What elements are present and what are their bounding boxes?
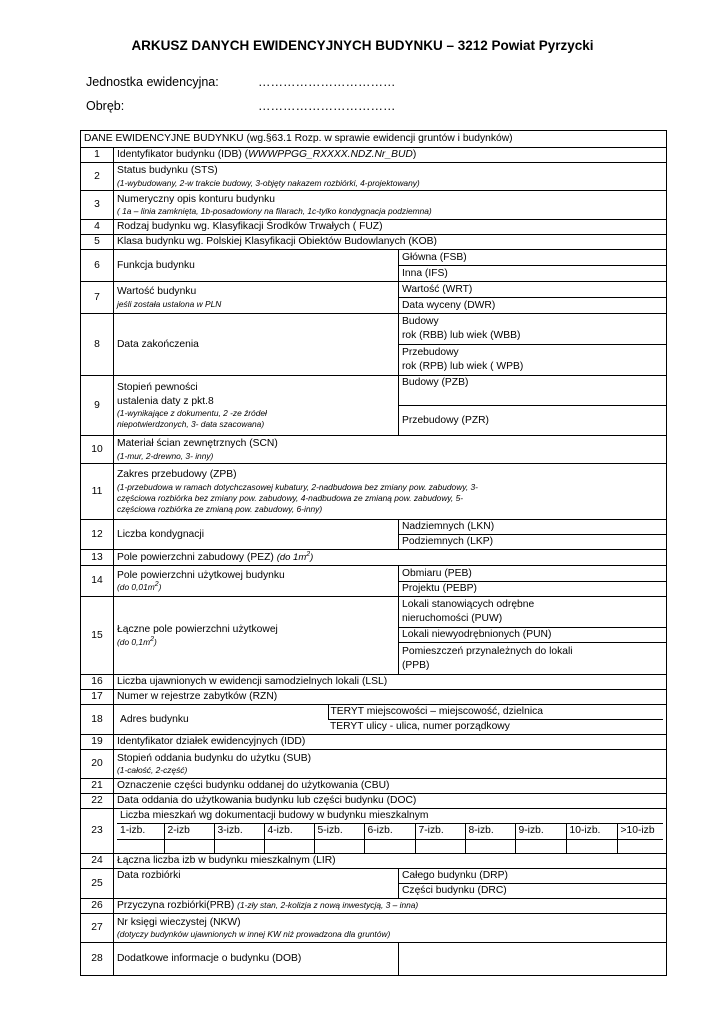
row-label: Numer w rejestrze zabytków (RZN) [114,690,667,705]
table-row [81,809,667,854]
unit-value[interactable]: …………………………… [258,75,396,89]
row-number: 21 [81,779,114,794]
row-number: 4 [81,220,114,235]
row-label: Data zakończenia [114,314,399,376]
table-row [81,314,667,345]
room-count-header: 3-izb. [214,824,264,839]
field-rbb-wbb[interactable]: Budowy rok (RBB) lub wiek (WBB) [399,314,667,345]
room-count-header: >10-izb [617,824,663,839]
room-count-value[interactable] [214,839,264,853]
row-number: 3 [81,191,114,220]
table-row [81,779,667,794]
room-count-header: 9-izb. [515,824,566,839]
row-label: Łączna liczba izb w budynku mieszkalnym (LIR) [114,854,667,869]
field-drp[interactable]: Całego budynku (DRP) [399,869,667,884]
table-row [81,854,667,869]
table-row [81,163,667,191]
row-label: Pole powierzchni zabudowy (PEZ) (do $1m^2$) [114,550,667,566]
row-label: Numeryczny opis konturu budynku ( 1a – linia zamknięta, 1b-posadowiony na filarach, 1c-tylko kondygnacja podziemna) [114,191,667,220]
row-number: 10 [81,436,114,464]
room-count-header: 1-izb. [117,824,164,839]
precinct-value[interactable]: …………………………… [258,99,396,113]
table-row [81,705,667,735]
row-label: Stopień oddania budynku do użytku (SUB) (1-całość, 2-część) [114,750,667,779]
field-pebp[interactable]: Projektu (PEBP) [399,582,667,597]
row-number: 14 [81,566,114,597]
row-label: Identyfikator budynku (IDB) (WWWPPGG_RXXXX.NDZ.Nr_BUD) [114,148,667,163]
row-label: Nr księgi wieczystej (NKW) (dotyczy budynków ujawnionych w innej KW niż prowadzona dla gruntów) [114,914,667,943]
row-label: Rodzaj budynku wg. Klasyfikacji Środków Trwałych ( FUZ) [114,220,667,235]
table-row [81,690,667,705]
field-dob[interactable] [399,943,667,976]
room-count-value[interactable] [164,839,214,853]
row-label: Klasa budynku wg. Polskiej Klasyfikacji Obiektów Budowlanych (KOB) [114,235,667,250]
building-data-table [80,130,667,976]
table-row [81,943,667,976]
row-label: Liczba ujawnionych w ewidencji samodzielnych lokali (LSL) [114,675,667,690]
row-number: 7 [81,282,114,314]
field-peb[interactable]: Obmiaru (PEB) [399,566,667,582]
table-row [81,597,667,628]
row-number: 23 [81,809,114,854]
room-count-header: 2-izb [164,824,214,839]
table-row [81,675,667,690]
row-label: Łączne pole powierzchni użytkowej (do $0,1m^2$) [114,597,399,675]
row-number: 11 [81,464,114,520]
room-count-header: 10-izb. [566,824,617,839]
row-number: 13 [81,550,114,566]
table-row [81,750,667,779]
table-row [81,148,667,163]
field-ppb[interactable]: Pomieszczeń przynależnych do lokali (PPB) [399,643,667,675]
row-number: 1 [81,148,114,163]
table-row [81,436,667,464]
field-lkp[interactable]: Podziemnych (LKP) [399,535,667,550]
field-drc[interactable]: Części budynku (DRC) [399,884,667,899]
row-number: 27 [81,914,114,943]
room-count-header: 6-izb. [364,824,415,839]
field-teryt-town[interactable]: TERYT miejscowości – miejscowość, dzielnica [328,705,663,720]
table-row [81,282,667,298]
row-number: 25 [81,869,114,899]
row-number: 8 [81,314,114,376]
room-count-header: 8-izb. [465,824,515,839]
table-row [81,191,667,220]
row-label: Oznaczenie części budynku oddanej do użytkowania (CBU) [114,779,667,794]
table-row [81,235,667,250]
address-cell [114,705,667,735]
table-row [81,550,667,566]
room-count-value[interactable] [264,839,314,853]
room-count-value[interactable] [314,839,364,853]
field-ifs[interactable]: Inna (IFS) [399,266,667,282]
row-number: 16 [81,675,114,690]
field-rpb-wpb[interactable]: Przebudowy rok (RPB) lub wiek ( WPB) [399,345,667,376]
table-heading-row [81,131,667,148]
table-row [81,869,667,884]
field-pzr[interactable]: Przebudowy (PZR) [399,406,667,436]
room-count-header: 4-izb. [264,824,314,839]
flats-cell [114,809,667,854]
row-number: 15 [81,597,114,675]
row-number: 22 [81,794,114,809]
field-fsb[interactable]: Główna (FSB) [399,250,667,266]
room-count-value[interactable] [617,839,663,853]
table-row [81,794,667,809]
row-number: 18 [81,705,114,735]
row-label: Przyczyna rozbiórki(PRB) (1-zły stan, 2-kolizja z nową inwestycją, 3 – inna) [114,899,667,914]
row-label: Materiał ścian zewnętrznych (SCN) (1-mur, 2-drewno, 3- inny) [114,436,667,464]
row-label: Liczba kondygnacji [114,520,399,550]
table-heading: DANE EWIDENCYJNE BUDYNKU (wg.§63.1 Rozp. w sprawie ewidencji gruntów i budynków) [81,131,667,148]
table-row [81,250,667,266]
row-number: 26 [81,899,114,914]
field-pzb[interactable]: Budowy (PZB) [399,376,667,406]
table-row [81,899,667,914]
row-label: Data rozbiórki [114,869,399,899]
row-number: 9 [81,376,114,436]
table-row [81,566,667,582]
row-label: Liczba mieszkań wg dokumentacji budowy w budynku mieszkalnym [117,809,663,824]
room-count-value[interactable] [415,839,465,853]
row-label: Data oddania do użytkowania budynku lub części budynku (DOC) [114,794,667,809]
field-lkn[interactable]: Nadziemnych (LKN) [399,520,667,535]
row-number: 2 [81,163,114,191]
room-count-value[interactable] [117,839,164,853]
page-title: ARKUSZ DANYCH EWIDENCYJNYCH BUDYNKU – 3212 Powiat Pyrzycki [131,38,594,53]
table-row [81,376,667,406]
row-number: 20 [81,750,114,779]
row-label: Stopień pewności ustalenia daty z pkt.8 (1-wynikające z dokumentu, 2 -ze źródeł niepotwierdzonych, 3- data szacowana) [114,376,399,436]
room-count-header: 7-izb. [415,824,465,839]
row-label: Status budynku (STS) (1-wybudowany, 2-w trakcie budowy, 3-objęty nakazem rozbiórki, 4-projektowany) [114,163,667,191]
row-label: Dodatkowe informacje o budynku (DOB) [114,943,399,976]
table-row [81,220,667,235]
field-wrt[interactable]: Wartość (WRT) [399,282,667,298]
unit-label: Jednostka ewidencyjna: [86,75,219,89]
precinct-field [86,99,396,113]
field-pun[interactable]: Lokali niewyodrębnionych (PUN) [399,628,667,643]
row-number: 19 [81,735,114,750]
precinct-label: Obręb: [86,99,125,113]
field-puw[interactable]: Lokali stanowiących odrębne nieruchomości (PUW) [399,597,667,628]
row-label: Zakres przebudowy (ZPB) (1-przebudowa w ramach dotychczasowej kubatury, 2-nadbudowa bez zmiany pow. zabudowy, 3- częściowa rozbiórka bez zmiany pow. zabudowy, 4-nadbudowa ze zmianą pow. zabudowy, 5- częściowa rozbiórka ze zmianą pow. zabudowy, 6-inny) [114,464,667,520]
room-count-grid [117,824,663,853]
row-label: Pole powierzchni użytkowej budynku (do $0,01m^2$) [114,566,399,597]
room-count-value[interactable] [364,839,415,853]
field-teryt-street[interactable]: TERYT ulicy - ulica, numer porządkowy [330,721,510,733]
table-row [81,735,667,750]
row-number: 17 [81,690,114,705]
row-label: Funkcja budynku [114,250,399,282]
room-count-value[interactable] [566,839,617,853]
row-number: 12 [81,520,114,550]
table-row [81,464,667,520]
room-count-value[interactable] [465,839,515,853]
field-dwr[interactable]: Data wyceny (DWR) [399,298,667,314]
row-label: Identyfikator działek ewidencyjnych (IDD) [114,735,667,750]
table-row [81,914,667,943]
room-count-header: 5-izb. [314,824,364,839]
table-row [81,520,667,535]
row-label: Wartość budynku jeśli została ustalona w PLN [114,282,399,314]
row-label: Adres budynku [120,713,189,725]
row-number: 6 [81,250,114,282]
row-number: 5 [81,235,114,250]
room-count-value[interactable] [515,839,566,853]
row-number: 24 [81,854,114,869]
unit-field [86,75,396,89]
row-number: 28 [81,943,114,976]
